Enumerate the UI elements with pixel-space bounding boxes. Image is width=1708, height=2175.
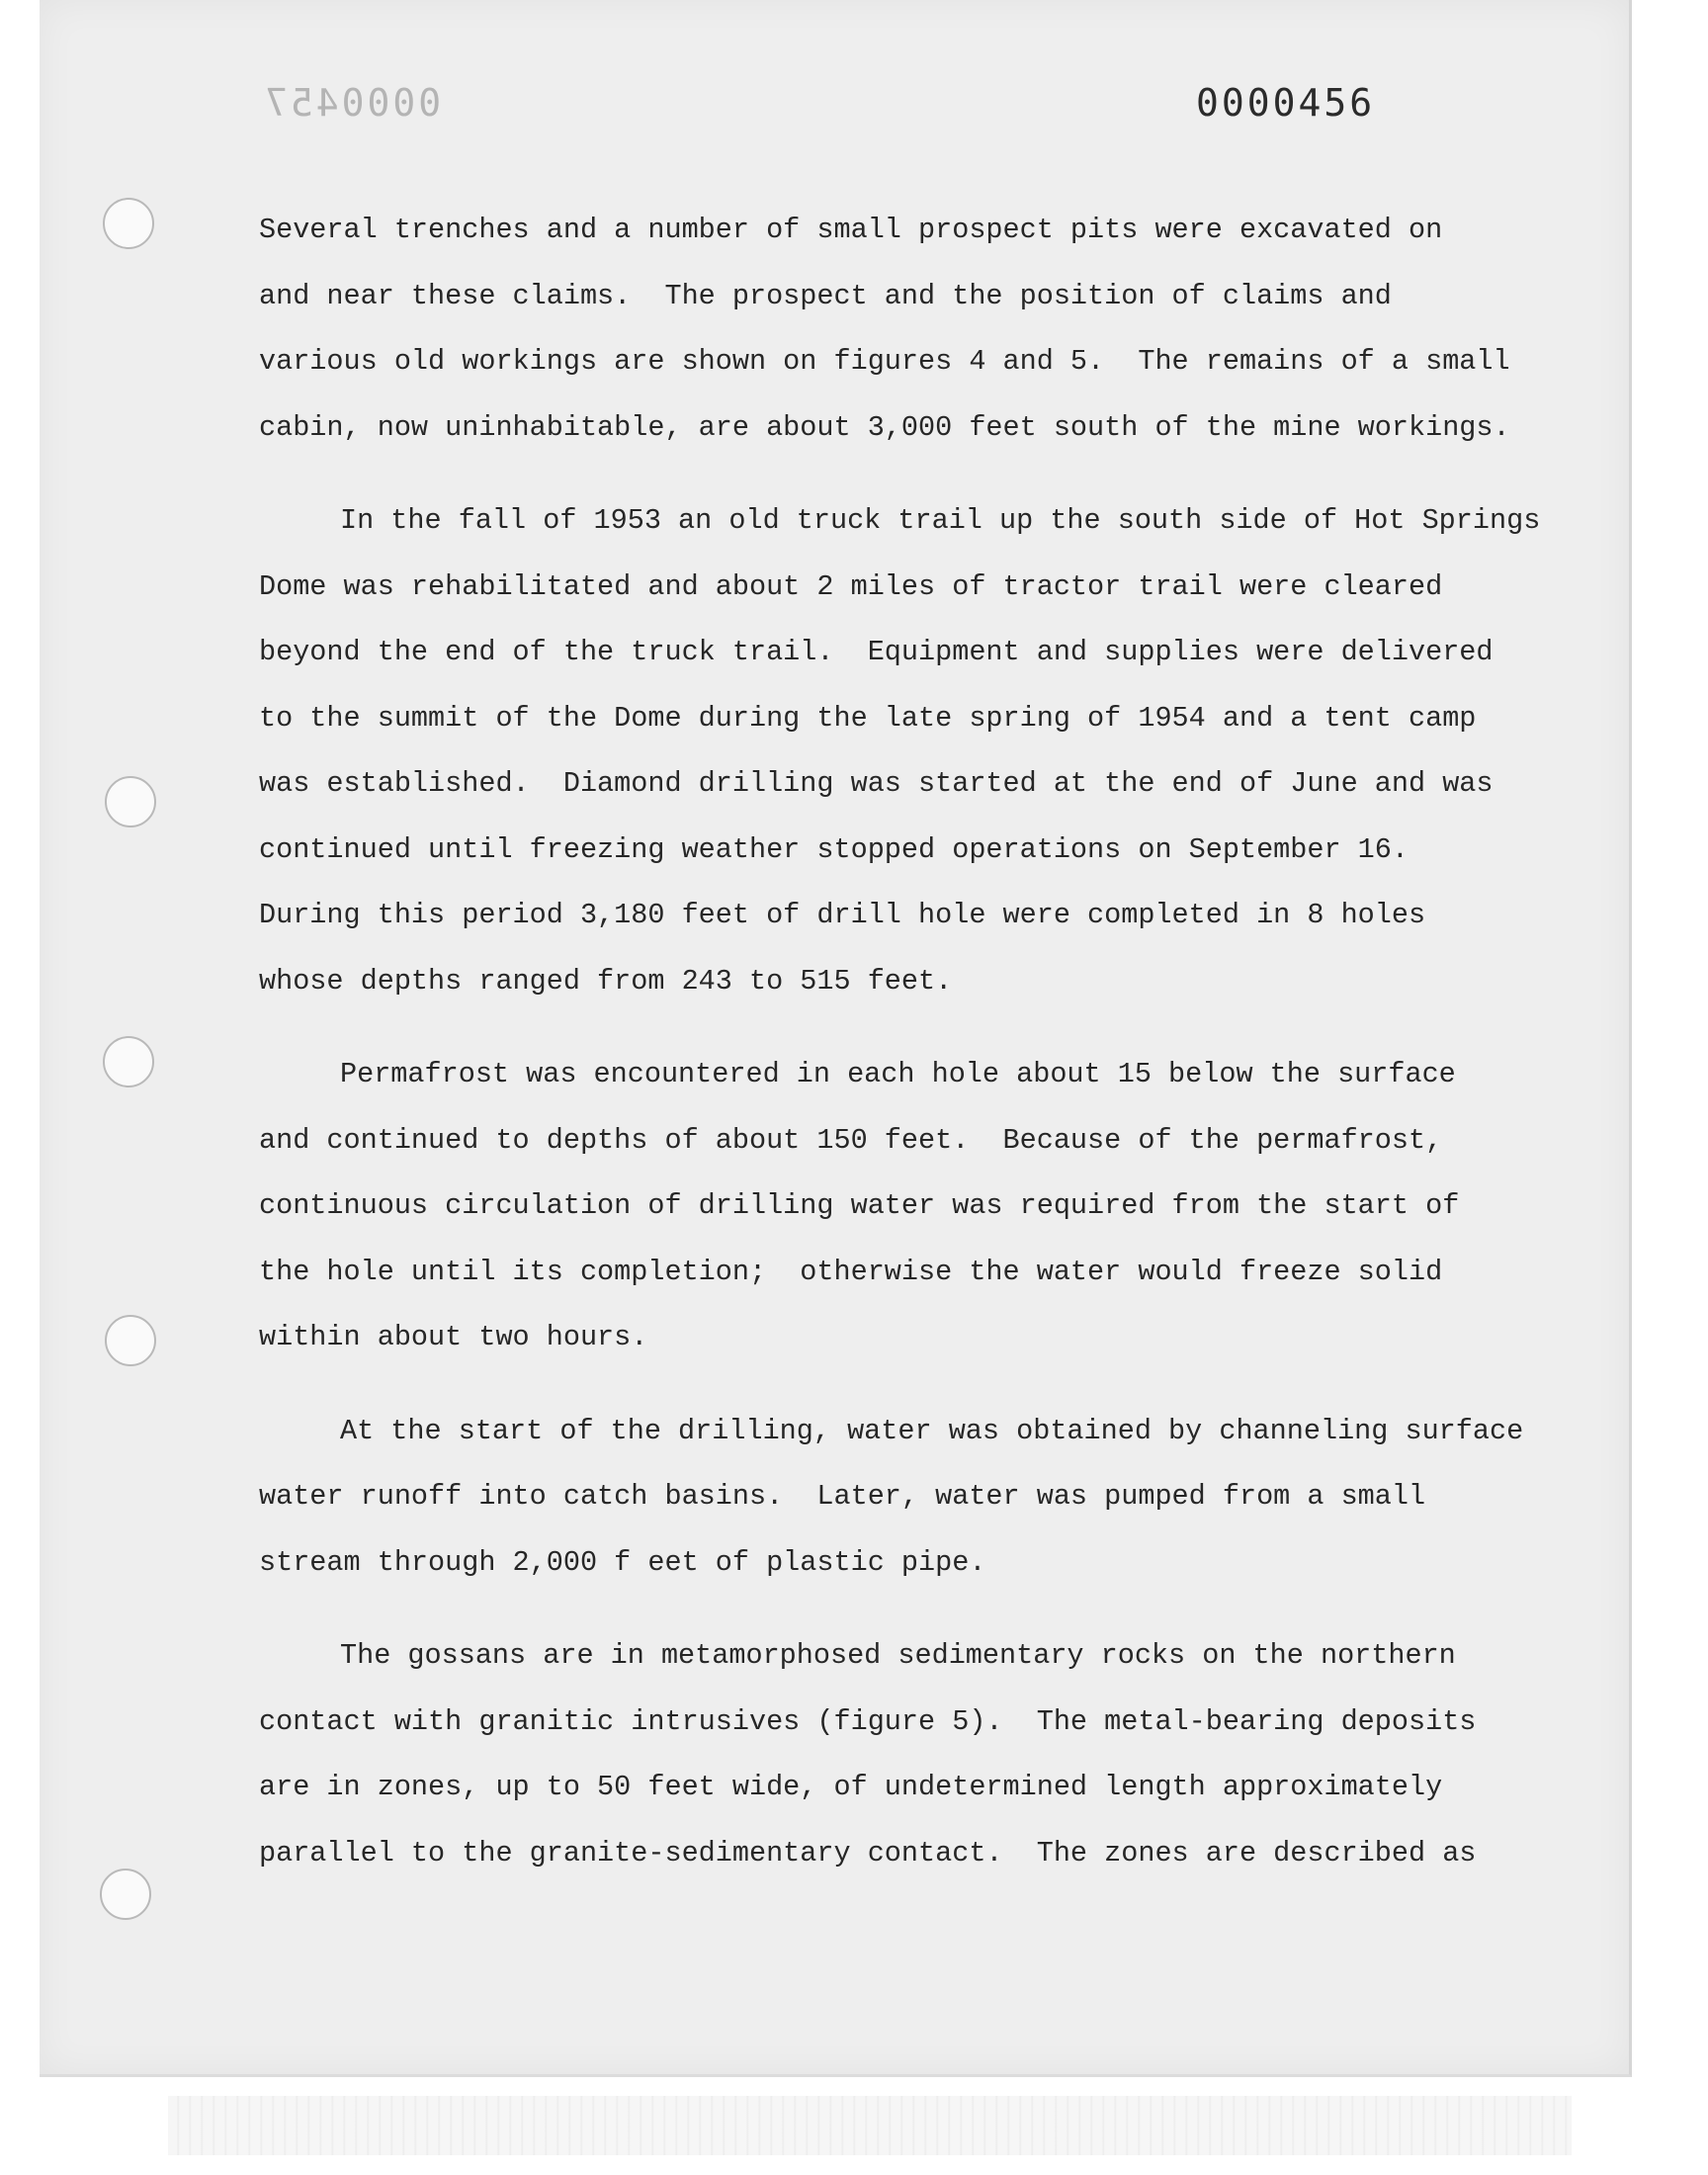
paragraph bbox=[259, 488, 1541, 1014]
text-line: and continued to depths of about 150 feet. Because of the permafrost, bbox=[259, 1123, 1443, 1157]
text-line: and near these claims. The prospect and the position of claims and bbox=[259, 279, 1392, 312]
body-text bbox=[259, 198, 1541, 1914]
text-line: the hole until its completion; otherwise the water would freeze solid bbox=[259, 1255, 1443, 1288]
text-line: Permafrost was encountered in each hole about 15 below the surface bbox=[340, 1058, 1456, 1090]
binder-hole bbox=[100, 1869, 151, 1920]
binder-hole bbox=[103, 198, 154, 249]
text-line: contact with granitic intrusives (figure 5). The metal-bearing deposits bbox=[259, 1704, 1477, 1738]
text-line: to the summit of the Dome during the late spring of 1954 and a tent camp bbox=[259, 701, 1477, 735]
text-line: Dome was rehabilitated and about 2 miles of tractor trail were cleared bbox=[259, 569, 1443, 603]
binder-hole bbox=[105, 776, 156, 827]
scanner-edge-strip bbox=[168, 2096, 1572, 2155]
text-line: within about two hours. bbox=[259, 1321, 648, 1353]
text-line: Several trenches and a number of small prospect pits were excavated on bbox=[259, 214, 1443, 246]
text-line: cabin, now uninhabitable, are about 3,000 feet south of the mine workings. bbox=[259, 410, 1510, 444]
text-line: water runoff into catch basins. Later, water was pumped from a small bbox=[259, 1480, 1426, 1513]
text-line: beyond the end of the truck trail. Equipment and supplies were delivered bbox=[259, 636, 1494, 668]
text-line: At the start of the drilling, water was obtained by channeling surface bbox=[340, 1414, 1524, 1447]
text-line: stream through 2,000 f eet of plastic pipe. bbox=[259, 1545, 986, 1579]
text-line: The gossans are in metamorphosed sedimentary rocks on the northern bbox=[340, 1639, 1456, 1672]
text-line: During this period 3,180 feet of drill hole were completed in 8 holes bbox=[259, 899, 1426, 931]
binder-hole bbox=[103, 1036, 154, 1088]
binder-hole bbox=[105, 1315, 156, 1366]
text-line: are in zones, up to 50 feet wide, of undetermined length approximately bbox=[259, 1771, 1443, 1803]
text-line: In the fall of 1953 an old truck trail up the south side of Hot Springs bbox=[340, 504, 1541, 537]
text-line: various old workings are shown on figures 4 and 5. The remains of a small bbox=[259, 345, 1510, 378]
text-line: was established. Diamond drilling was started at the end of June and was bbox=[259, 767, 1494, 800]
paragraph bbox=[259, 1042, 1534, 1371]
text-line: whose depths ranged from 243 to 515 feet. bbox=[259, 964, 953, 998]
text-line: continued until freezing weather stopped operations on September 16. bbox=[259, 832, 1409, 866]
text-line: parallel to the granite-sedimentary contact. The zones are described as bbox=[259, 1836, 1477, 1870]
text-line: continuous circulation of drilling water was required from the start of bbox=[259, 1189, 1460, 1222]
paragraph bbox=[259, 1399, 1534, 1597]
page-number: 0000456 bbox=[1196, 81, 1376, 125]
paragraph bbox=[259, 1623, 1534, 1886]
paragraph bbox=[259, 198, 1534, 461]
mirrored-page-number: 0000457 bbox=[262, 81, 442, 125]
